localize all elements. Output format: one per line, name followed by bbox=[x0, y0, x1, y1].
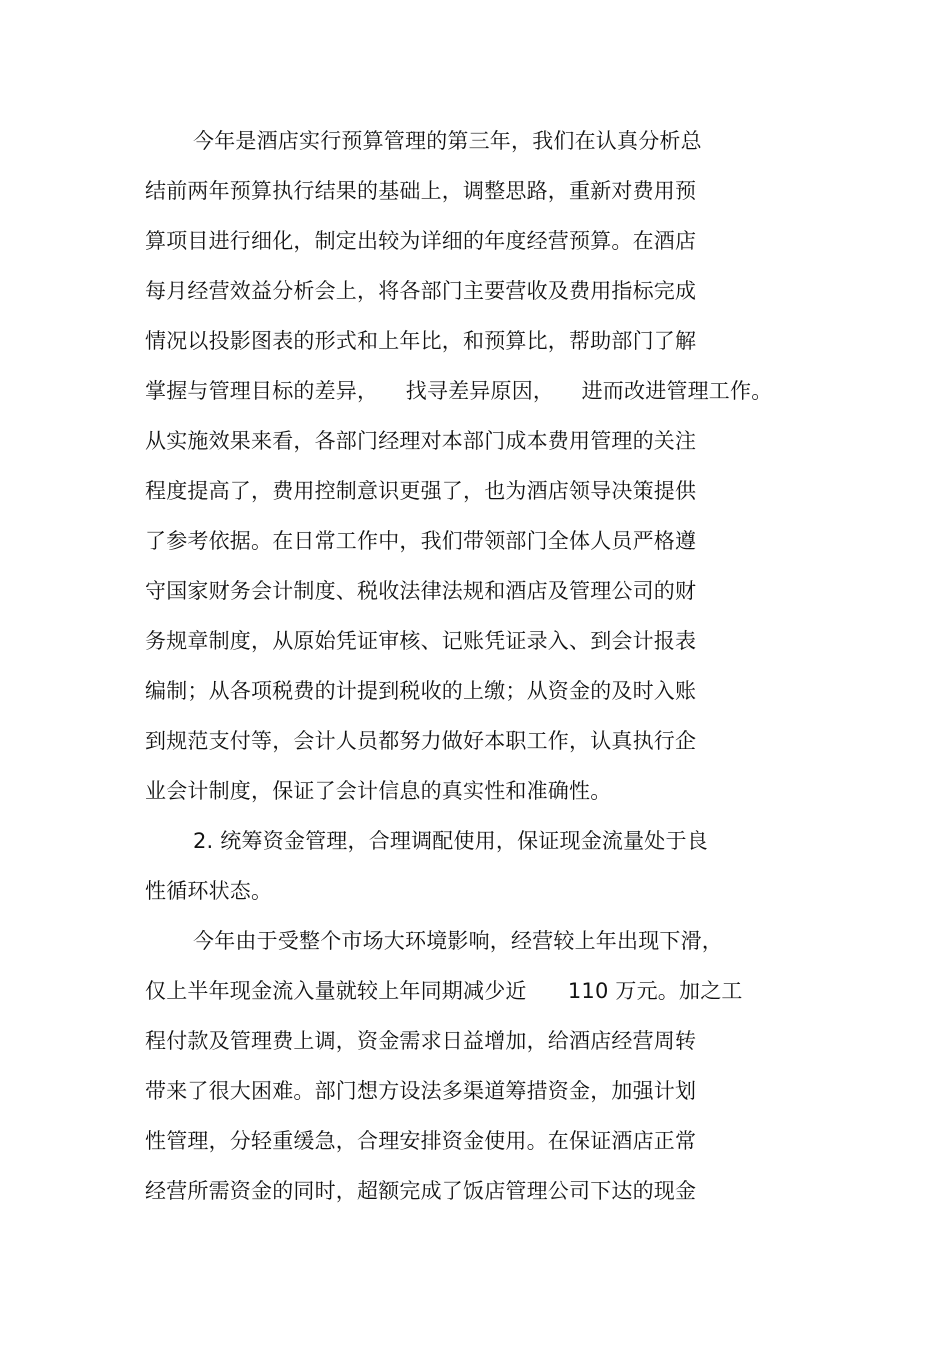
paragraph-1-line-4: 每月经营效益分析会上，将各部门主要营收及费用指标完成 bbox=[145, 279, 697, 303]
paragraph-1-line-2: 结前两年预算执行结果的基础上，调整思路，重新对费用预 bbox=[145, 179, 697, 203]
paragraph-1-line-3: 算项目进行细化，制定出较为详细的年度经营预算。在酒店 bbox=[145, 229, 697, 253]
paragraph-1-line-8: 程度提高了，费用控制意识更强了，也为酒店领导决策提供 bbox=[145, 479, 697, 503]
paragraph-1-line-13: 到规范支付等，会计人员都努力做好本职工作，认真执行企 bbox=[145, 729, 697, 753]
paragraph-2-line-5: 性管理，分轻重缓急，合理安排资金使用。在保证酒店正常 bbox=[145, 1129, 697, 1153]
paragraph-2-line-3: 程付款及管理费上调，资金需求日益增加，给酒店经营周转 bbox=[145, 1029, 697, 1053]
paragraph-2-line-6: 经营所需资金的同时，超额完成了饭店管理公司下达的现金 bbox=[145, 1179, 697, 1203]
paragraph-2-line-4: 带来了很大困难。部门想方设法多渠道筹措资金，加强计划 bbox=[145, 1079, 697, 1103]
paragraph-2-line-2: 仅上半年现金流入量就较上年同期减少近 110 万元。加之工 bbox=[145, 979, 743, 1003]
paragraph-1-line-11: 务规章制度，从原始凭证审核、记账凭证录入、到会计报表 bbox=[145, 629, 697, 653]
paragraph-1-line-14: 业会计制度，保证了会计信息的真实性和准确性。 bbox=[145, 779, 612, 803]
paragraph-2-line-1: 今年由于受整个市场大环境影响，经营较上年出现下滑， bbox=[193, 929, 723, 953]
paragraph-1-line-12: 编制；从各项税费的计提到税收的上缴；从资金的及时入账 bbox=[145, 679, 697, 703]
paragraph-1-line-7: 从实施效果来看，各部门经理对本部门成本费用管理的关注 bbox=[145, 429, 697, 453]
section-heading-line-2: 性循环状态。 bbox=[145, 879, 273, 903]
section-heading-line-1: 2. 统筹资金管理，合理调配使用，保证现金流量处于良 bbox=[193, 829, 708, 853]
paragraph-1-line-9: 了参考依据。在日常工作中，我们带领部门全体人员严格遵 bbox=[145, 529, 697, 553]
paragraph-1-line-6: 掌握与管理目标的差异， 找寻差异原因， 进而改进管理工作。 bbox=[145, 379, 773, 403]
paragraph-1-line-1: 今年是酒店实行预算管理的第三年，我们在认真分析总 bbox=[193, 129, 702, 153]
paragraph-1-line-10: 守国家财务会计制度、税收法律法规和酒店及管理公司的财 bbox=[145, 579, 697, 603]
paragraph-1-line-5: 情况以投影图表的形式和上年比，和预算比，帮助部门了解 bbox=[145, 329, 697, 353]
